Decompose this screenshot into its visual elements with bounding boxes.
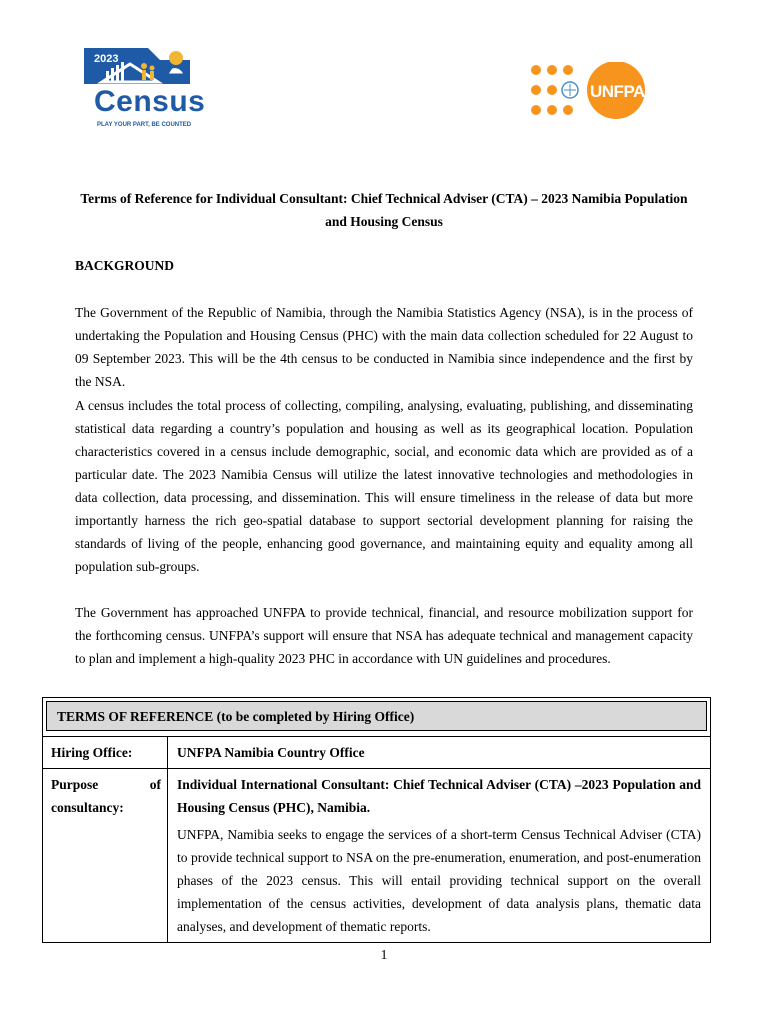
table-header-row [43,698,711,737]
purpose-value [168,769,711,943]
table-row-hiring-office [43,737,711,769]
census-logo-year: 2023 [94,53,119,65]
unfpa-logo-text: UNFPA [590,82,645,101]
hiring-office-value: UNFPA Namibia Country Office [168,737,711,769]
unfpa-logo [528,62,650,120]
document-title: Terms of Reference for Individual Consultant: Chief Technical Adviser (CTA) – 2023 Namibia Population and Housing Census [80,191,688,229]
purpose-heading: Individual International Consultant: Chief Technical Adviser (CTA) –2023 Population and Housing Census (PHC), Namibia. [177,777,701,815]
background-paragraph-3: The Government has approached UNFPA to provide technical, financial, and resource mobilization support for the forthcoming census. UNFPA’s support will ensure that NSA has adequate technical and management capacity to plan and implement a high-quality 2023 PHC in accordance with UN guidelines and procedures. [75,605,693,666]
purpose-label [43,769,168,943]
background-paragraph-2: A census includes the total process of collecting, compiling, analysing, evaluating, publishing, and disseminating statistical data regarding a country’s population and housing as well as its geographical location. Population characteristics covered in a census include demographic, social, and economic data which are provided as of a particular date. The 2023 Namibia Census will utilize the latest innovative technologies and methodologies in data collection, data processing, and dissemination. This will ensure timeliness in the release of data but more importantly harness the rich geo-spatial database to support sectorial development planning for raising the standards of living of the people, enhancing good governance, and maintaining equity and equality among all population sub-groups. [75,398,693,574]
background-heading: BACKGROUND [75,258,175,273]
table-header-cell [43,698,711,737]
purpose-label-of: of [149,777,161,792]
census-2023-logo [72,44,222,136]
background-paragraph-1: The Government of the Republic of Namibia, through the Namibia Statistics Agency (NSA), is in the process of undertaking the Population and Housing Census (PHC) with the main data collection scheduled for 22 August to 09 September 2023. This will be the 4th census to be conducted in Namibia since independence and the first by the NSA. [75,305,693,389]
census-logo-word: Census [94,85,206,118]
terms-of-reference-table [42,697,711,943]
hiring-office-label: Hiring Office: [43,737,168,769]
page-number: 1 [380,947,388,962]
table-header-label: TERMS OF REFERENCE (to be completed by Hiring Office) [46,701,707,731]
purpose-label-word: Purpose [51,777,99,792]
purpose-body: UNFPA, Namibia seeks to engage the services of a short-term Census Technical Adviser (CTA) to provide technical support to NSA on the pre-enumeration, enumeration, and post-enumeration phases of the 2023 census. This will entail providing technical support on the overall implementation of the census activities, development of data analysis plans, thematic data analyses, and development of thematic reports. [177,827,701,934]
purpose-label-consultancy: consultancy: [51,800,124,815]
table-row-purpose [43,769,711,943]
census-logo-tagline: PLAY YOUR PART, BE COUNTED [97,122,192,128]
